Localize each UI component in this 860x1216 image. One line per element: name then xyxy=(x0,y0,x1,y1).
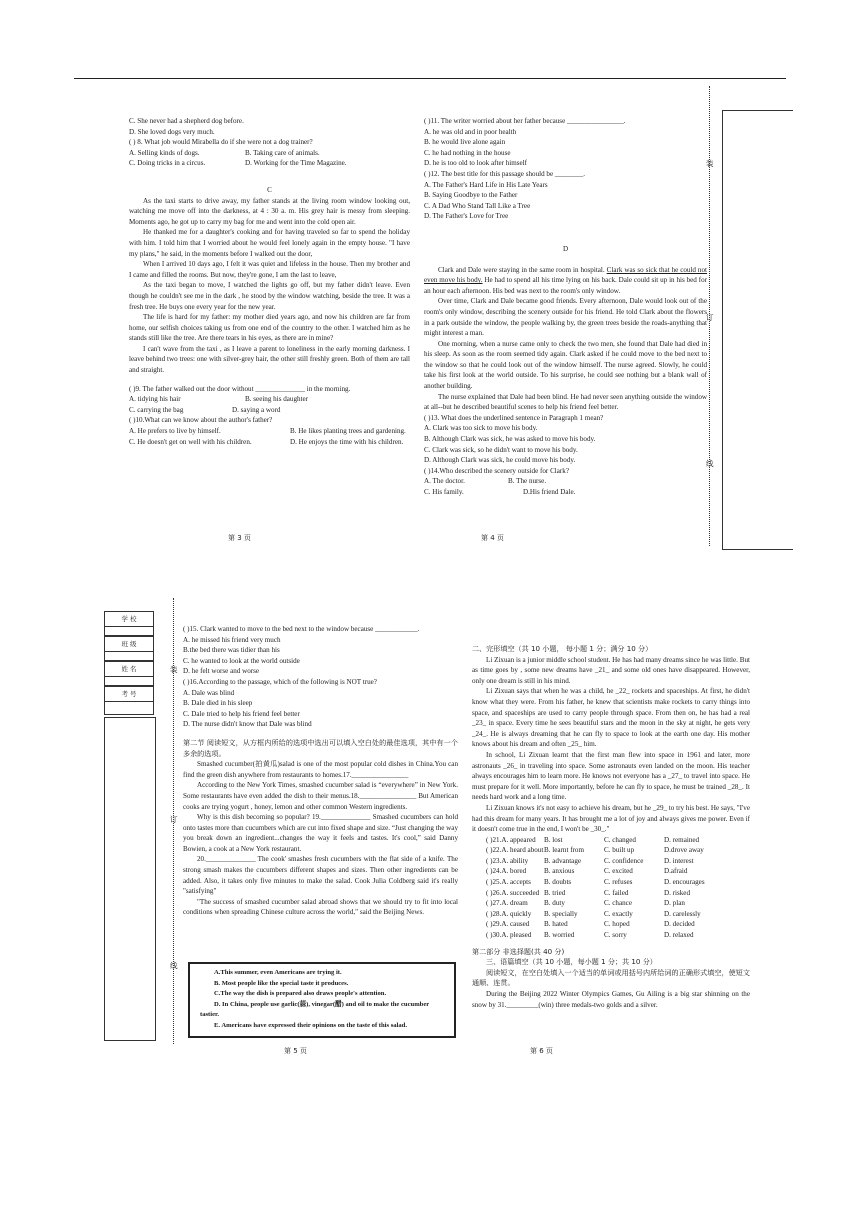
option-27-c: C. chance xyxy=(604,899,632,908)
q11-option-b: B. he would live alone again xyxy=(424,138,506,147)
passage-d-para-1 xyxy=(424,265,707,297)
cloze-option-row xyxy=(486,909,750,920)
info-school-label: 学 校 xyxy=(104,611,154,627)
passage-e-para-5: "The success of smashed cucumber salad abroad shows that we should try to fit into local conditions when spreading Chinese culture across the world," said the Beijing News. xyxy=(183,897,458,917)
binding-char-zhuang: 装 xyxy=(706,159,714,168)
option-28-b: B. specially xyxy=(544,909,578,918)
page-3-number: 第 3 页 xyxy=(228,534,251,542)
q10-option-b: B. He likes planting trees and gardening. xyxy=(290,427,406,436)
passage-d-para-1-end: He had to spend all his time lying on his back. Dale could sit up in his bed for an hour each afternoon. His bed was next to the room's only window. xyxy=(424,276,707,295)
cloze-para-3: In school, Li Zixuan learnt that the first man flew into space in 1961 and later, more astronauts _26_ in traveling into space. Some astronauts even landed on the moon. His teacher always encourages him to learn more. He knows not everyone has a _27_ to travel into space. He must prepare for it well. More importantly, before he can fly to space, he must be trained _28_. It needs hard work and a long time. xyxy=(472,750,750,802)
binding-char-ding: 订 xyxy=(706,313,714,322)
q15-option-c: C. he wanted to look at the world outside xyxy=(183,656,300,665)
passage-c-para-3: When I arrived 10 days ago, I felt it was quiet and lifeless in the house. Then my brother and I came and filled the rooms. But now, they're gone, I am the last to leave, xyxy=(129,260,410,279)
option-26-b: B. tried xyxy=(544,888,566,897)
q11-option-a: A. he was old and in poor health xyxy=(424,127,517,136)
option-29-d: D. decided xyxy=(664,920,695,929)
page-4-number: 第 4 页 xyxy=(481,534,504,542)
q14-stem: ( )14.Who described the scenery outside for Clark? xyxy=(424,466,569,475)
q8-option-c: C. Doing tricks in a circus. xyxy=(129,159,206,168)
q11-option-c: C. he had nothing in the house xyxy=(424,148,511,157)
page-6-number: 第 6 页 xyxy=(530,1047,553,1055)
q15-option-b: B.the bed there was tidier than his xyxy=(183,646,280,655)
option-26-d: D. risked xyxy=(664,888,691,897)
q11-option-d: D. he is too old to look after himself xyxy=(424,159,528,168)
q13-option-b: B. Although Clark was sick, he was asked to move his body. xyxy=(424,435,596,444)
q10-stem: ( )10.What can we know about the author's father? xyxy=(129,416,273,425)
q13-stem: ( )13. What does the underlined sentence in Paragraph 1 mean? xyxy=(424,413,604,422)
passage-d-para-2: Over time, Clark and Dale became good friends. Every afternoon, Dale would look out of the room's only window, describing the scenery outside for his friend. He told Clark about the flowers in a park outside the window, the people walking by, the green trees beside the roads-anything that might interest a man. xyxy=(424,297,707,338)
q16-option-d: D. The nurse didn't know that Dale was blind xyxy=(183,720,312,729)
q11-stem: ( )11. The writer worried about her father because ________________. xyxy=(424,117,626,125)
passage-d-para-4: The nurse explained that Dale had been blind. He had never seen anything outside the window at all--but he described beautiful scenes to help his friend feel better. xyxy=(424,392,707,412)
q9-option-d: D. saying a word xyxy=(232,405,281,414)
passage-c-para-6: I can't wave from the taxi , as I leave a parent to loneliness in the early morning darkness. I leave behind two trees: one with silver-grey hair, the other still freshly green. Both of them are tall and straight. xyxy=(129,344,410,375)
option-23-c: C. confidence xyxy=(604,856,644,865)
left-margin-box xyxy=(104,717,156,1041)
passage-e-para-3: Why is this dish becoming so popular? 19.______________ Smashed cucumbers can hold onto tastes more than cucumbers which are cut into fixed shape and size. “Just changing the way you break down an ingredient...changes the way it feels and tastes. It's cool,” said Danny Bowien, a cook at a New York restaurant. xyxy=(183,813,458,853)
q12-option-b: B. Saying Goodbye to the Father xyxy=(424,191,518,200)
option-24-b: B. anxious xyxy=(544,867,575,876)
q8-option-a: A. Selling kinds of dogs. xyxy=(129,148,200,157)
q15-stem: ( )15. Clark wanted to move to the bed next to the window because ____________. xyxy=(183,625,420,633)
q14-option-c: C. His family. xyxy=(424,488,464,496)
option-22-d: D.drove away xyxy=(664,846,704,855)
option-25-b: B. doubts xyxy=(544,878,572,887)
passage-c-para-1: As the taxi starts to drive away, my father stands at the living room window looking out, watching me move off into the darkness, at 4 : 30 a. m. His grey hair is messy from sleeping. Moments ago, he got up to carry my bag for me and went into the cold open air. xyxy=(129,196,410,226)
page5-column xyxy=(183,624,458,918)
section-d-heading: D xyxy=(562,244,569,253)
cloze-option-row xyxy=(486,835,750,846)
q9-option-c: C. carrying the bag xyxy=(129,405,184,414)
q10-option-c: C. He doesn't get on well with his children. xyxy=(129,437,252,446)
cloze-para-4: Li Zixuan knows it's not easy to achieve his dream, but he _29_ to try his best. He says, "I've had this dream for many years. It has brought me a lot of joy and always gives me power. Even if it doesn't come true in the end, I won't be _30_." xyxy=(472,803,750,834)
q8-prev-option-c: C. She never had a shepherd dog before. xyxy=(129,117,244,125)
option-22-b: B. learnt from xyxy=(544,846,584,855)
option-21-a: ( )21.A. appeared xyxy=(486,835,536,844)
q16-option-c: C. Dale tried to help his friend feel better xyxy=(183,709,300,718)
part-3-title: 三、语篇填空（共 10 小题，每小题 1 分；共 10 分） xyxy=(486,957,657,967)
page3-column xyxy=(129,116,410,447)
q14-option-a: A. The doctor. xyxy=(424,477,465,486)
q16-option-a: A. Dale was blind xyxy=(183,688,235,697)
option-30-d: D. relaxed xyxy=(664,931,694,940)
option-26-a: ( )26.A. succeeded xyxy=(486,888,540,897)
q12-option-a: A. The Father's Hard Life in His Late Years xyxy=(424,180,548,189)
passage-e-para-4: 20.______________ The cook' smashes fresh cucumbers with the flat side of a knife. The strong smash makes the cucumbers different shapes and sizes. Then other ingredients can be added. Also, it takes only five minutes to make the salad. Cook Julia Coldberg said it's really "satisfying" xyxy=(183,855,458,896)
box-option-d: D. In China, people use garlic(蒜), vinegar(醋) and oil to make the cucumber tastier. xyxy=(200,1000,430,1019)
passage-d-para-1-start: Clark and Dale were staying in the same room in hospital. xyxy=(438,265,607,274)
info-blank-1 xyxy=(104,626,154,636)
option-28-c: C. exactly xyxy=(604,909,633,918)
page4-column xyxy=(424,116,707,498)
q14-option-d: D.His friend Dale. xyxy=(523,488,576,496)
binding-char-xian: 线 xyxy=(706,459,714,468)
q13-option-d: D. Although Clark was sick, he could move his body. xyxy=(424,456,576,465)
option-25-c: C. refuses xyxy=(604,878,633,887)
info-name-label: 姓 名 xyxy=(104,661,154,677)
section-c-heading: C xyxy=(267,185,272,194)
q8-option-b: B. Taking care of animals. xyxy=(245,148,320,157)
page6-column xyxy=(472,644,750,1010)
box-option-e: E. Americans have expressed their opinions on the taste of this salad. xyxy=(214,1021,407,1029)
option-21-c: C. changed xyxy=(604,835,636,844)
option-25-a: ( )25.A. accepts xyxy=(486,878,531,887)
option-30-c: C. sorry xyxy=(604,931,627,940)
option-29-b: B. hated xyxy=(544,920,568,929)
info-examno-label: 考 号 xyxy=(104,686,154,702)
top-rule xyxy=(74,78,786,79)
cloze-option-row xyxy=(486,866,750,877)
cloze-option-row xyxy=(486,930,750,941)
info-blank-3 xyxy=(104,676,154,686)
option-23-d: D. interest xyxy=(664,856,694,865)
q15-option-d: D. he felt worse and worse xyxy=(183,667,260,676)
q10-option-d: D. He enjoys the time with his children. xyxy=(290,437,404,446)
option-23-b: B. advantage xyxy=(544,856,582,865)
info-class-label: 班 级 xyxy=(104,636,154,652)
binding-char-zhuang-left: 装 xyxy=(170,665,178,674)
page-5-number: 第 5 页 xyxy=(284,1047,307,1055)
q9-option-a: A. tidying his hair xyxy=(129,395,181,404)
info-blank-2 xyxy=(104,651,154,661)
box-option-a: A.This summer, even Americans are trying it. xyxy=(214,969,342,976)
box-option-b: B. Most people like the special taste it produces. xyxy=(214,979,349,987)
option-25-d: D. encourages xyxy=(664,878,705,887)
right-margin-box xyxy=(722,110,793,550)
option-27-b: B. duty xyxy=(544,899,565,908)
cloze-option-row xyxy=(486,856,750,867)
q8-option-d: D. Working for the Time Magazine. xyxy=(245,159,347,168)
option-24-a: ( )24.A. bored xyxy=(486,867,527,876)
q9-stem: ( )9. The father walked out the door without ______________ in the morning. xyxy=(129,384,351,393)
option-29-a: ( )29.A. caused xyxy=(486,920,530,929)
passage-e-para-2: According to the New York Times, smashed cucumber salad is “everywhere” in New York. Some restaurants have even added the dish to their menus.18.________________ But American cooks are trying yogurt , honey, lemon and other common Western ingredients. xyxy=(183,781,458,811)
option-29-c: C. hoped xyxy=(604,920,630,929)
cloze-option-row xyxy=(486,898,750,909)
binding-char-xian-left: 线 xyxy=(170,961,178,970)
option-30-a: ( )30.A. pleased xyxy=(486,931,532,940)
option-26-c: C. failed xyxy=(604,888,629,897)
q9-option-b: B. seeing his daughter xyxy=(245,395,309,404)
cloze-option-row xyxy=(486,919,750,930)
part-3-passage-start: During the Beijing 2022 Winter Olympics Games, Gu Ailing is a big star shinning on the snow by 31._________(win) three medals-two golds and a silver. xyxy=(472,990,750,1009)
passage-c-para-5: The life is hard for my father: my mother died years ago, and now his children are far from home, our selfish choices taking us from one end of the country to the other. I watched him as he stands still like the tree. Are there tears in his eyes, as there are in mine? xyxy=(129,313,410,343)
cloze-section-title: 二、完形填空（共 10 小题， 每小题 1 分；满分 10 分） xyxy=(472,644,653,653)
q13-option-a: A. Clark was too sick to move his body. xyxy=(424,424,538,433)
cloze-option-row xyxy=(486,888,750,899)
option-28-d: D. carelessly xyxy=(664,909,701,918)
option-28-a: ( )28.A. quickly xyxy=(486,909,532,918)
option-24-d: D.afraid xyxy=(664,867,688,876)
cloze-option-row xyxy=(486,845,750,856)
box-option-c: C.The way the dish is prepared also draws people's attention. xyxy=(214,990,387,998)
q8-stem: ( ) 8. What job would Mirabella do if she were not a dog trainer? xyxy=(129,138,313,147)
option-30-b: B. worried xyxy=(544,931,575,940)
option-21-d: D. remained xyxy=(664,835,700,844)
q10-option-a: A. He prefers to live by himself. xyxy=(129,427,221,436)
q13-option-c: C. Clark was sick, so he didn't want to move his body. xyxy=(424,445,578,454)
cloze-para-2: Li Zixuan says that when he was a child, he _22_ rockets and spaceships. At first, he didn't know what they were. From his father, he knew that scientists make rockets to carry things into space, and spaceships are used to carry people through space. From then on, he has had a real _23_ in space. Every time he sees beautiful stars and the moon in the sky at night, he gets very _24_. He is always dreaming that he can fly to space to look at the earth one day. His mother knows about his dream and often _25_ him. xyxy=(472,687,750,749)
underlined-sentence: Clark was so sick that he could not even move his body. xyxy=(424,265,707,285)
cloze-para-1: Li Zixuan is a junior middle school student. He has had many dreams since he was little. But as time goes by , some new dreams have _21_ and some old ones have disappeared. However, only one dream is still in his mind. xyxy=(472,655,750,685)
option-22-c: C. built up xyxy=(604,846,635,855)
option-24-c: C. excited xyxy=(604,867,633,876)
passage-e-para-1: Smashed cucumber(拍黄瓜)salad is one of the most popular cold dishes in China.You can find the green dish anywhere from restaurants to homes.17.________________ xyxy=(183,760,458,779)
part-2-title: 第二部分 非选择题(共 40 分) xyxy=(472,946,565,956)
passage-d-para-3: One morning, when a nurse came only to check the two men, she found that Dale had died in his sleep. As soon as the room seemed tidy again. Clark asked if he could move to the bed next to the window so that he could look out of the window himself. The nurse agreed. Slowly, he could take his first look at the world outside. To his surprise, he could see nothing but a blank wall of another building. xyxy=(424,339,707,391)
q14-option-b: B. The nurse. xyxy=(508,477,547,486)
q8-prev-option-d: D. She loved dogs very much. xyxy=(129,127,215,136)
q16-stem: ( )16.According to the passage, which of the following is NOT true? xyxy=(183,677,377,686)
option-27-a: ( )27.A. dream xyxy=(486,899,528,908)
options-box xyxy=(188,962,456,1038)
option-21-b: B. lost xyxy=(544,835,563,844)
q15-option-a: A. he missed his friend very much xyxy=(183,635,281,644)
section-2-title: 第二节 阅读短文，从方框内所给的选项中选出可以填入空白处的最佳选项，其中有一个多余的选项。 xyxy=(183,737,458,758)
part-3-instructions: 阅读短文，在空白处填入一个适当的单词或用括号内所给词的正确形式填空，使短文通顺、连贯。 xyxy=(472,967,750,988)
cloze-option-row xyxy=(486,877,750,888)
q12-option-d: D. The Father's Love for Tree xyxy=(424,212,509,221)
passage-c-para-4: As the taxi began to move, I watched the lights go off, but my father didn't leave. Even though he couldn't see me in the dark , he stood by the window watching, beside the tree. It was a fresh tree. He buys one every year for the new year. xyxy=(129,281,410,311)
q12-option-c: C. A Dad Who Stand Tall Like a Tree xyxy=(424,201,531,210)
option-27-d: D. plan xyxy=(664,899,685,908)
option-23-a: ( )23.A. ability xyxy=(486,856,529,865)
binding-char-ding-left: 订 xyxy=(170,815,178,824)
passage-c-para-2: He thanked me for a daughter's cooking and for having traveled so far to spend the holiday with him. I told him that I worried about he would feel lonely again in the empty house. "I have my plans," he said, in the moments before I walked out the door, xyxy=(129,228,410,258)
option-22-a: ( )22.A. heard about xyxy=(486,846,544,855)
q12-stem: ( )12. The best title for this passage should be ________. xyxy=(424,169,586,178)
info-blank-4 xyxy=(104,701,154,715)
q16-option-b: B. Dale died in his sleep xyxy=(183,699,253,708)
